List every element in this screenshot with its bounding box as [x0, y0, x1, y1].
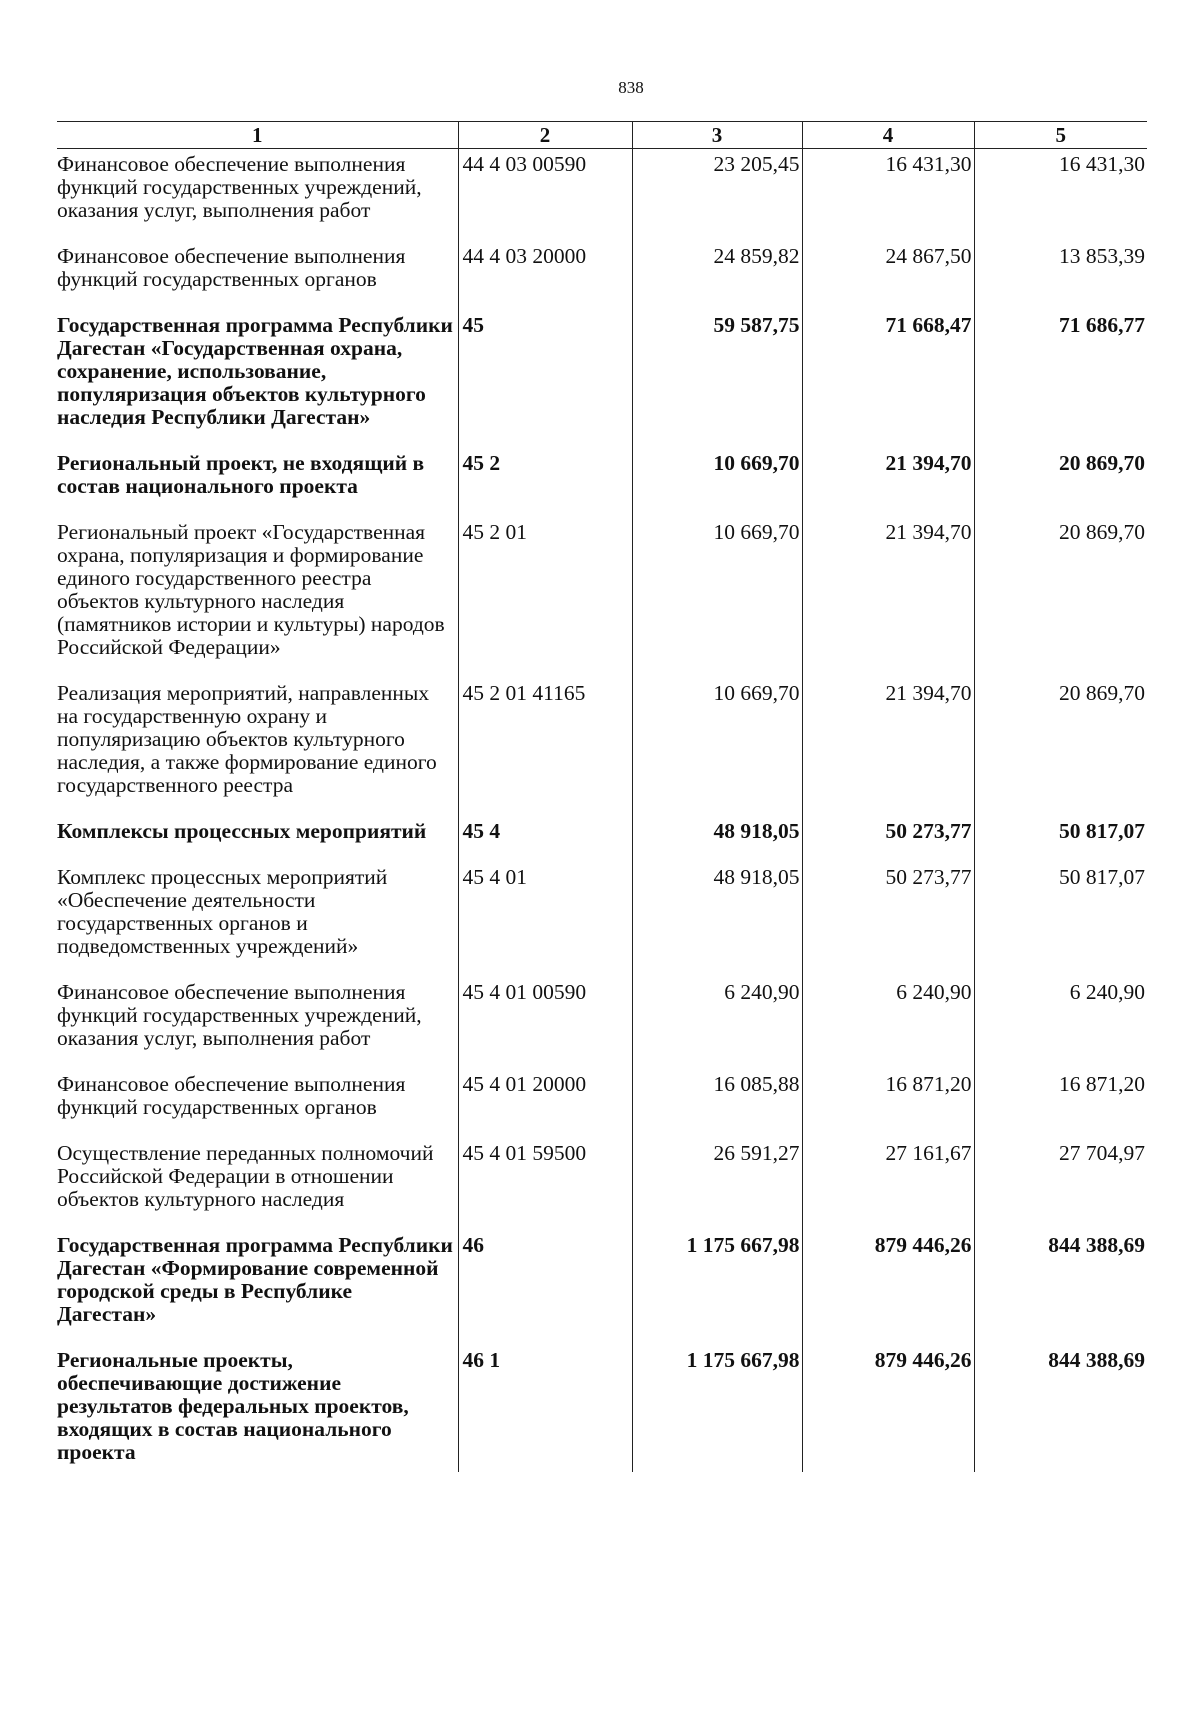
row-value-col5: 13 853,39 — [974, 238, 1147, 307]
column-header-3: 3 — [632, 122, 802, 149]
row-value-col3: 59 587,75 — [632, 307, 802, 445]
row-value-col5: 16 871,20 — [974, 1066, 1147, 1135]
row-name-cell: Комплексы процессных мероприятий — [57, 819, 427, 843]
row-name-cell: Комплекс процессных мероприятий «Обеспечение деятельности государственных органов и подведомственных учреждений» — [57, 865, 388, 958]
row-value-col3: 6 240,90 — [632, 974, 802, 1066]
row-code-cell: 45 — [458, 307, 632, 445]
column-header-4: 4 — [802, 122, 974, 149]
row-code-cell: 44 4 03 20000 — [458, 238, 632, 307]
table-row — [57, 859, 1147, 974]
row-name-cell: Региональные проекты, обеспечивающие достижение результатов федеральных проектов, входящих в состав национального проекта — [57, 1348, 409, 1464]
row-value-col4: 16 871,20 — [802, 1066, 974, 1135]
row-code-cell: 45 4 — [458, 813, 632, 859]
row-value-col3: 23 205,45 — [632, 149, 802, 239]
row-value-col4: 71 668,47 — [802, 307, 974, 445]
row-name-cell: Финансовое обеспечение выполнения функций государственных учреждений, оказания услуг, выполнения работ — [57, 152, 422, 222]
row-value-col4: 16 431,30 — [802, 149, 974, 239]
table-row — [57, 813, 1147, 859]
row-value-col5: 20 869,70 — [974, 514, 1147, 675]
table-body — [57, 149, 1147, 1473]
row-value-col4: 27 161,67 — [802, 1135, 974, 1227]
page-number: 838 — [618, 78, 644, 97]
row-value-col5: 71 686,77 — [974, 307, 1147, 445]
row-value-col3: 10 669,70 — [632, 675, 802, 813]
row-code-cell: 45 2 01 41165 — [458, 675, 632, 813]
budget-table-container — [57, 121, 1147, 1472]
row-code-cell: 45 4 01 — [458, 859, 632, 974]
table-row — [57, 149, 1147, 239]
column-header-5: 5 — [974, 122, 1147, 149]
table-row — [57, 1342, 1147, 1472]
budget-table — [57, 121, 1147, 1472]
row-code-cell: 45 4 01 59500 — [458, 1135, 632, 1227]
row-value-col3: 1 175 667,98 — [632, 1342, 802, 1472]
row-value-col5: 50 817,07 — [974, 859, 1147, 974]
table-row — [57, 675, 1147, 813]
row-value-col3: 26 591,27 — [632, 1135, 802, 1227]
row-value-col3: 24 859,82 — [632, 238, 802, 307]
row-name-cell: Государственная программа Республики Дагестан «Государственная охрана, сохранение, использование, популяризация объектов культурного наследия Республики Дагестан» — [57, 313, 453, 429]
row-name-cell: Финансовое обеспечение выполнения функций государственных органов — [57, 1072, 406, 1119]
row-name-cell: Региональный проект, не входящий в состав национального проекта — [57, 451, 425, 498]
row-value-col5: 16 431,30 — [974, 149, 1147, 239]
column-header-2: 2 — [458, 122, 632, 149]
table-row — [57, 307, 1147, 445]
row-code-cell: 44 4 03 00590 — [458, 149, 632, 239]
row-value-col4: 50 273,77 — [802, 813, 974, 859]
row-value-col5: 20 869,70 — [974, 445, 1147, 514]
row-code-cell: 46 — [458, 1227, 632, 1342]
row-value-col3: 48 918,05 — [632, 859, 802, 974]
row-code-cell: 45 4 01 20000 — [458, 1066, 632, 1135]
row-value-col4: 21 394,70 — [802, 514, 974, 675]
row-code-cell: 46 1 — [458, 1342, 632, 1472]
row-name-cell: Финансовое обеспечение выполнения функций государственных учреждений, оказания услуг, выполнения работ — [57, 980, 422, 1050]
row-value-col3: 1 175 667,98 — [632, 1227, 802, 1342]
row-code-cell: 45 4 01 00590 — [458, 974, 632, 1066]
table-row — [57, 974, 1147, 1066]
column-header-1: 1 — [57, 122, 458, 149]
row-name-cell: Государственная программа Республики Дагестан «Формирование современной городской среды в Республике Дагестан» — [57, 1233, 453, 1326]
row-name-cell: Реализация мероприятий, направленных на государственную охрану и популяризацию объектов культурного наследия, а также формирование единого государственного реестра — [57, 681, 437, 797]
table-row — [57, 238, 1147, 307]
row-value-col5: 844 388,69 — [974, 1342, 1147, 1472]
row-value-col5: 20 869,70 — [974, 675, 1147, 813]
table-row — [57, 445, 1147, 514]
row-value-col5: 844 388,69 — [974, 1227, 1147, 1342]
row-value-col4: 21 394,70 — [802, 675, 974, 813]
row-name-cell: Финансовое обеспечение выполнения функций государственных органов — [57, 244, 406, 291]
table-row — [57, 1227, 1147, 1342]
row-value-col4: 6 240,90 — [802, 974, 974, 1066]
row-value-col4: 879 446,26 — [802, 1227, 974, 1342]
row-value-col4: 21 394,70 — [802, 445, 974, 514]
row-value-col5: 6 240,90 — [974, 974, 1147, 1066]
row-code-cell: 45 2 01 — [458, 514, 632, 675]
row-value-col5: 27 704,97 — [974, 1135, 1147, 1227]
row-name-cell: Региональный проект «Государственная охрана, популяризация и формирование единого государственного реестра объектов культурного наследия (памятников истории и культуры) народов Российской Федерации» — [57, 520, 445, 659]
table-row — [57, 1066, 1147, 1135]
table-header-row — [57, 122, 1147, 149]
row-name-cell: Осуществление переданных полномочий Российской Федерации в отношении объектов культурного наследия — [57, 1141, 434, 1211]
row-value-col3: 48 918,05 — [632, 813, 802, 859]
row-value-col4: 879 446,26 — [802, 1342, 974, 1472]
table-row — [57, 1135, 1147, 1227]
row-code-cell: 45 2 — [458, 445, 632, 514]
row-value-col4: 50 273,77 — [802, 859, 974, 974]
row-value-col5: 50 817,07 — [974, 813, 1147, 859]
row-value-col3: 16 085,88 — [632, 1066, 802, 1135]
row-value-col3: 10 669,70 — [632, 445, 802, 514]
row-value-col3: 10 669,70 — [632, 514, 802, 675]
table-row — [57, 514, 1147, 675]
row-value-col4: 24 867,50 — [802, 238, 974, 307]
